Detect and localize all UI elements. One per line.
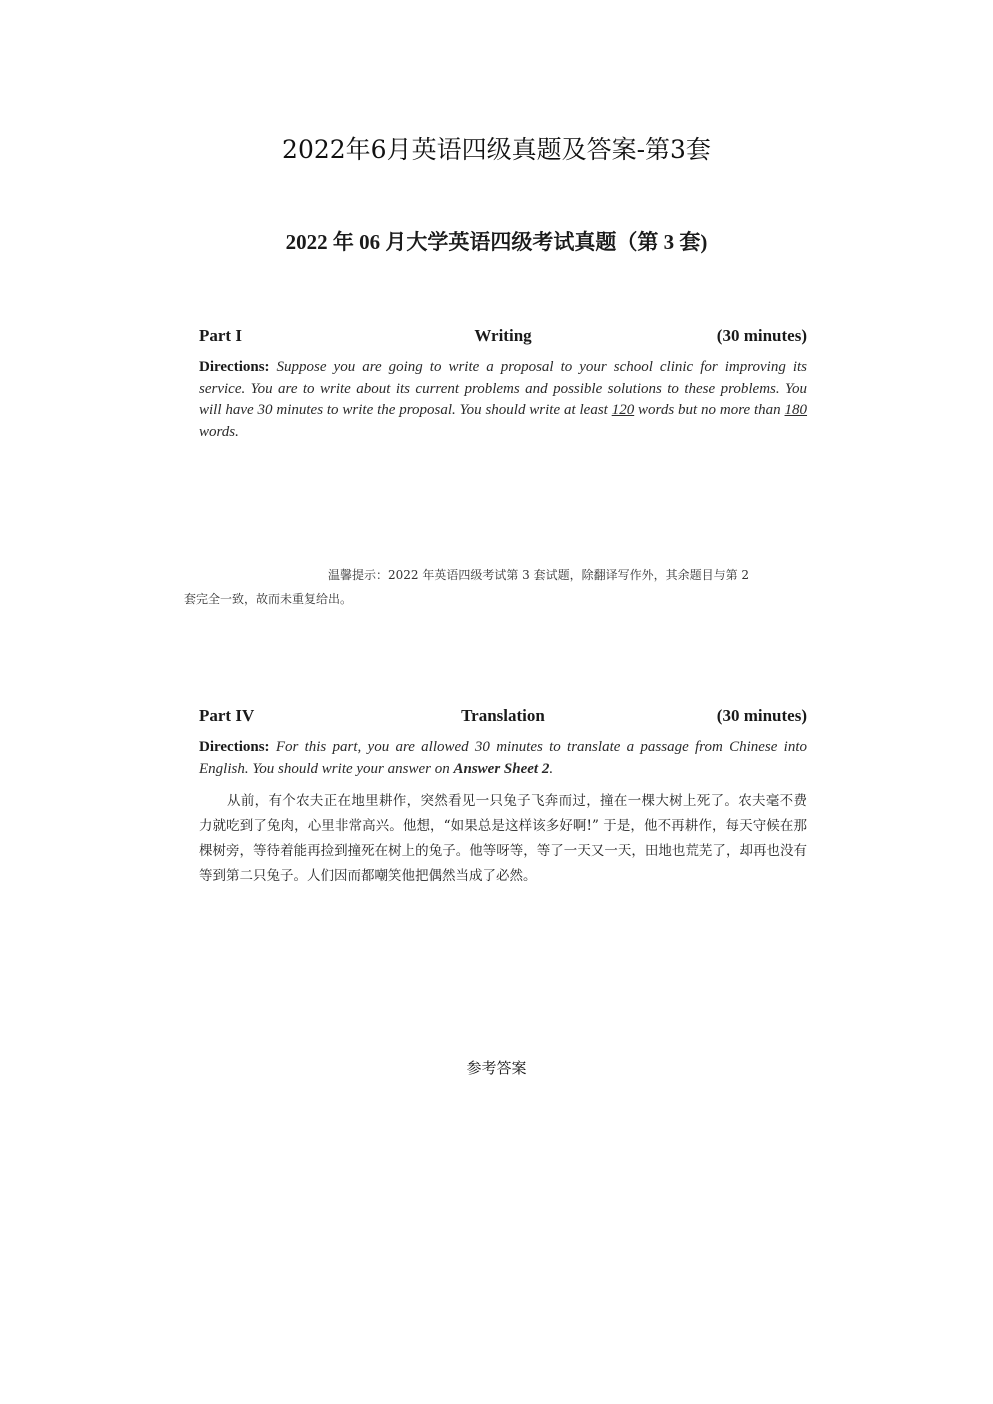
- answer-sheet-ref: Answer Sheet 2: [453, 760, 550, 777]
- part1-directions-label: Directions:: [199, 359, 270, 375]
- part4-time: (30 minutes): [716, 706, 807, 725]
- part1-max-words: 180: [784, 402, 808, 418]
- part1-directions-text-b: words but no more than: [638, 402, 781, 418]
- part4-header: [199, 706, 807, 728]
- part1-header: [199, 326, 807, 348]
- document-title: 2022年6月英语四级真题及答案-第3套: [282, 135, 711, 164]
- translation-passage: 从前，有个农夫正在地里耕作，突然看见一只兔子飞奔而过，撞在一棵大树上死了。农夫毫不费力就吃到了兔肉，心里非常高兴。他想，“如果总是这样该多好啊!” 于是，他不再耕作，每天守候在那棵树旁，等待着能再捡到撞死在树上的兔子。他等呀等，等了一天又一天，田地也荒芜了，却再也没有等到第二只兔子。人们因而都嘲笑他把偶然当成了必然。: [199, 793, 807, 884]
- part1-name: Writing: [474, 326, 532, 345]
- part1-min-words: 120: [611, 402, 635, 418]
- part4-name: Translation: [461, 706, 545, 725]
- part1-directions: [199, 357, 807, 443]
- answer-heading: 参考答案: [466, 1059, 527, 1077]
- part4-directions-text-a: For this part, you are allowed 30 minutes to translate a passage from Chinese into English. You should write your answer on: [199, 739, 807, 777]
- part4-label: Part IV: [199, 706, 255, 725]
- part1-directions-text-c: words.: [199, 423, 239, 440]
- exam-subtitle: 2022 年 06 月大学英语四级考试真题（第 3 套): [285, 230, 708, 254]
- part1-label: Part I: [199, 326, 242, 345]
- part1-directions-text-a: Suppose you are going to write a proposal to your school clinic for improving its service. You are to write about its current problems and possible solutions to these problems. You will have 30 minutes to write the proposal. You should write at least: [199, 359, 807, 418]
- notice-line-2: 套完全一致，故而未重复给出。: [184, 592, 353, 606]
- part1-time: (30 minutes): [716, 326, 807, 345]
- part4-directions-label: Directions:: [199, 739, 270, 755]
- part4-directions-text-b: .: [549, 760, 554, 777]
- notice-line-1: 温馨提示：2022 年英语四级考试第 3 套试题，除翻译写作外，其余题目与第 2: [328, 568, 750, 582]
- part4-directions: [199, 737, 807, 780]
- notice-block: [184, 563, 794, 611]
